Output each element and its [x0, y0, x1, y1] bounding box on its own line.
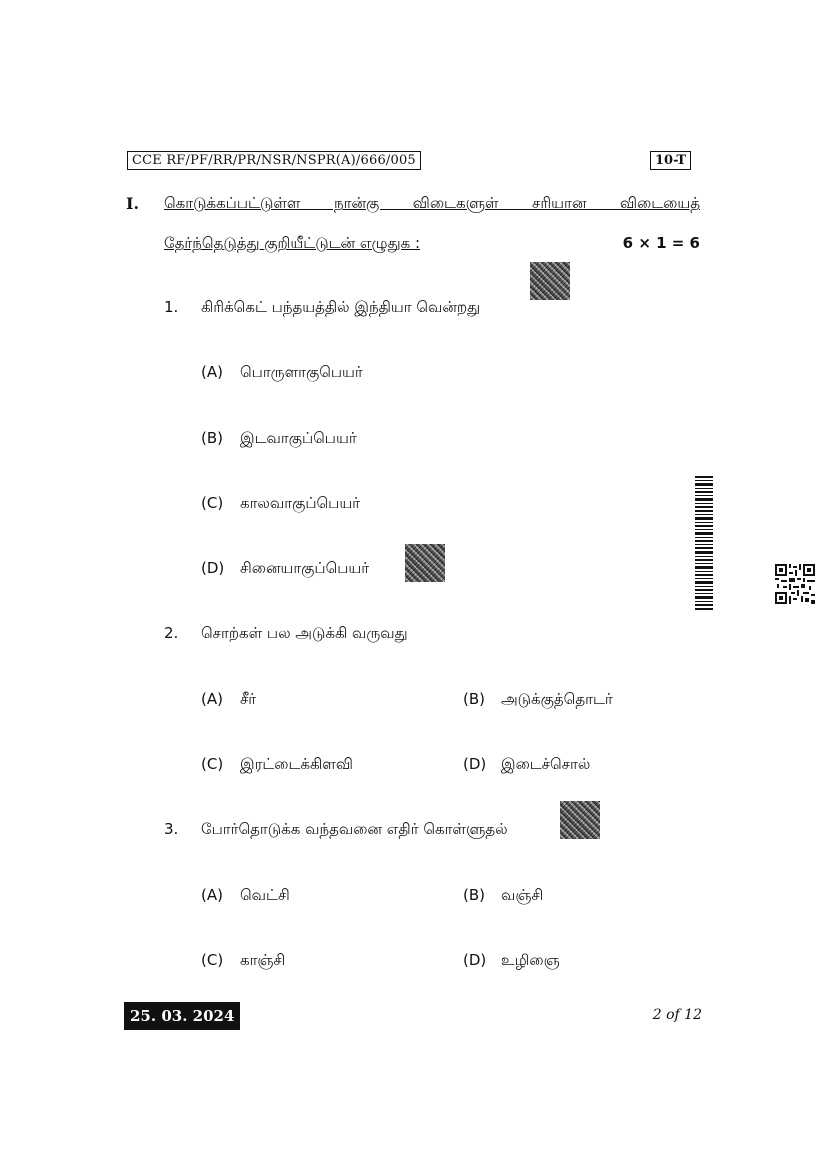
question-1-option-b-label: (B): [201, 429, 223, 447]
security-pattern-3: [560, 801, 600, 839]
question-1-option-d-label: (D): [201, 559, 225, 577]
question-3-option-d-text: உழிஞை: [501, 951, 560, 969]
paper-code: 10-T: [650, 151, 691, 170]
question-3-option-c-text: காஞ்சி: [240, 951, 286, 969]
question-3-option-a-label: (A): [201, 886, 223, 904]
question-3-text: போர்தொடுக்க வந்தவனை எதிர் கொள்ளுதல்: [201, 820, 508, 838]
question-2-option-d-text: இடைச்சொல்: [501, 755, 591, 773]
section-number: I.: [126, 194, 140, 213]
page-number: 2 of 12: [652, 1007, 702, 1023]
question-2-option-b-label: (B): [463, 690, 485, 708]
section-instruction-line1: கொடுக்கப்பட்டுள்ள நான்கு விடைகளுள் சரியான விடையைத்: [164, 194, 700, 212]
qr-code-icon: [775, 564, 815, 604]
question-2-option-c-text: இரட்டைக்கிளவி: [240, 755, 353, 773]
security-pattern-1: [530, 262, 570, 300]
question-1-option-b-text: இடவாகுப்பெயர்: [240, 429, 357, 447]
section-instruction-line2: தேர்ந்தெடுத்து குறியீட்டுடன் எழுதுக :: [164, 234, 421, 252]
question-3-number: 3.: [164, 820, 179, 838]
question-2-option-b-text: அடுக்குத்தொடர்: [501, 690, 613, 708]
question-3-option-d-label: (D): [463, 951, 487, 969]
question-1-text: கிரிக்கெட் பந்தயத்தில் இந்தியா வென்றது: [201, 298, 481, 316]
question-2-option-d-label: (D): [463, 755, 487, 773]
security-pattern-2: [405, 544, 445, 582]
question-1-number: 1.: [164, 298, 179, 316]
question-3-option-c-label: (C): [201, 951, 224, 969]
exam-date: 25. 03. 2024: [124, 1002, 240, 1030]
section-marks: 6 × 1 = 6: [622, 234, 700, 252]
question-2-number: 2.: [164, 624, 179, 642]
question-2-text: சொற்கள் பல அடுக்கி வருவது: [201, 624, 408, 642]
question-2-option-a-text: சீர்: [240, 690, 257, 708]
question-3-option-b-text: வஞ்சி: [501, 886, 544, 904]
question-1-option-c-text: காலவாகுப்பெயர்: [240, 494, 361, 512]
exam-code: CCE RF/PF/RR/PR/NSR/NSPR(A)/666/005: [127, 151, 421, 170]
question-3-option-a-text: வெட்சி: [240, 886, 290, 904]
question-2-option-a-label: (A): [201, 690, 223, 708]
barcode-icon: [695, 476, 713, 610]
question-1-option-a-text: பொருளாகுபெயர்: [240, 363, 363, 381]
question-2-option-c-label: (C): [201, 755, 224, 773]
question-1-option-c-label: (C): [201, 494, 224, 512]
question-3-option-b-label: (B): [463, 886, 485, 904]
question-1-option-a-label: (A): [201, 363, 223, 381]
question-1-option-d-text: சினையாகுப்பெயர்: [240, 559, 370, 577]
